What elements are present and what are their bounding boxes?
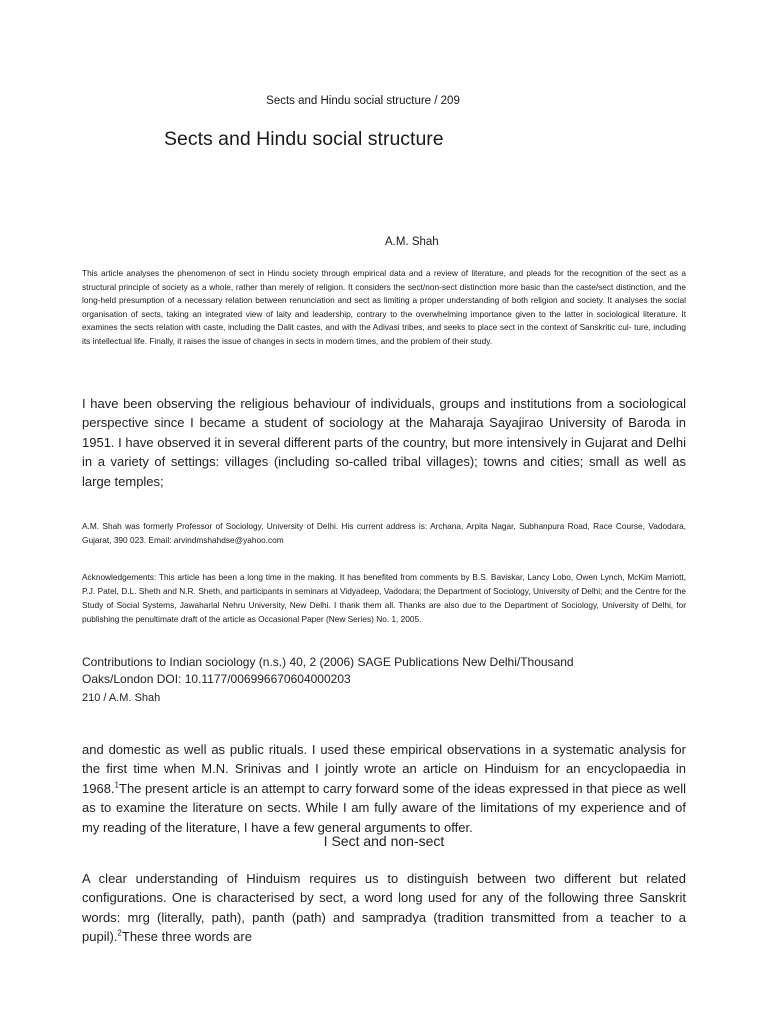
paragraph-text-continued: These three words are xyxy=(121,929,252,945)
abstract: This article analyses the phenomenon of sect in Hindu society through empirical data and a review of literature, and pleads for the recognition of the sect as a structural principle of society as a whole, rather than merely of religion. It considers the sect/non-sect distinction more basic than the caste/sect distinction, and the long-held presumption of a necessary relation between renunciation and sect as limiting a proper understanding of both religion and society. It analyses the social organisation of sects, taking an integrated view of laity and leadership, contrary to the overwhelming importance given to the latter in sociological literature. It examines the sects relation with caste, including the Dalit castes, and with the Adivasi tribes, and seeks to place sect in the context of Sanskritic cul- ture, including its intellectual life. Finally, it raises the issue of changes in sects in modern times, and the problem of their study. xyxy=(82,268,686,346)
footnote-ref-1[interactable]: 1 xyxy=(114,780,119,790)
body-paragraph-2 xyxy=(82,740,686,837)
body-paragraph-1: I have been observing the religious behaviour of individuals, groups and institutions from a sociological perspective since I became a student of sociology at the Maharaja Sayajirao University of Baroda in 1951. I have observed it in several different parts of the country, but more intensively in Gujarat and Delhi in a variety of settings: villages (including so-called tribal villages); towns and cities; small as well as large temples; xyxy=(82,396,686,489)
article-title: Sects and Hindu social structure xyxy=(164,128,444,150)
body-paragraph-3 xyxy=(82,869,686,947)
author-name: A.M. Shah xyxy=(385,236,439,248)
paragraph-text: A clear understanding of Hinduism requires us to distinguish between two different but related configurations. One is characterised by sect, a word long used for any of the following three Sanskrit words: mrg (literally, path), panth (path) and sampradya (tradition transmitted from a teacher to a pupil). xyxy=(82,871,686,945)
paragraph-text: and domestic as well as public rituals. I used these empirical observations in a systematic analysis for the first time when M.N. Srinivas and I jointly wrote an article on Hinduism for an encyclopaedia in 1968. xyxy=(82,742,686,796)
author-note: A.M. Shah was formerly Professor of Sociology, University of Delhi. His current address is: Archana, Arpita Nagar, Subhanpura Road, Race Course, Vadodara, Gujarat, 390 023. Email: arvindmshahdse@yahoo.com xyxy=(82,521,686,545)
section-heading: I Sect and non-sect xyxy=(323,833,445,849)
running-head: Sects and Hindu social structure / 209 xyxy=(266,95,460,107)
paragraph-text-continued: The present article is an attempt to carry forward some of the ideas expressed in that piece as well as to examine the literature on sects. While I am fully aware of the limitations of my experience and of my reading of the literature, I have a few general arguments to offer. xyxy=(82,780,686,835)
page-folio: 210 / A.M. Shah xyxy=(82,692,161,704)
journal-citation: Contributions to Indian sociology (n.s.) 40, 2 (2006) SAGE Publications New Delhi/Thousand Oaks/London DOI: 10.1177/006996670604000203 xyxy=(82,655,574,686)
footnote-ref-2[interactable]: 2 xyxy=(117,928,122,938)
acknowledgements-note: Acknowledgements: This article has been a long time in the making. It has benefited from comments by B.S. Baviskar, Lancy Lobo, Owen Lynch, McKim Marriott, P.J. Patel, D.L. Sheth and N.R. Sheth, and participants in seminars at Vidyadeep, Vadodara; the Department of Sociology, University of Delhi; and the Centre for the Study of Social Systems, Jawaharlal Nehru University, New Delhi. I thank them all. Thanks are also due to the Department of Sociology, University of Delhi, for publishing the penultimate draft of the article as Occasional Paper (New Series) No. 1, 2005. xyxy=(82,572,686,624)
